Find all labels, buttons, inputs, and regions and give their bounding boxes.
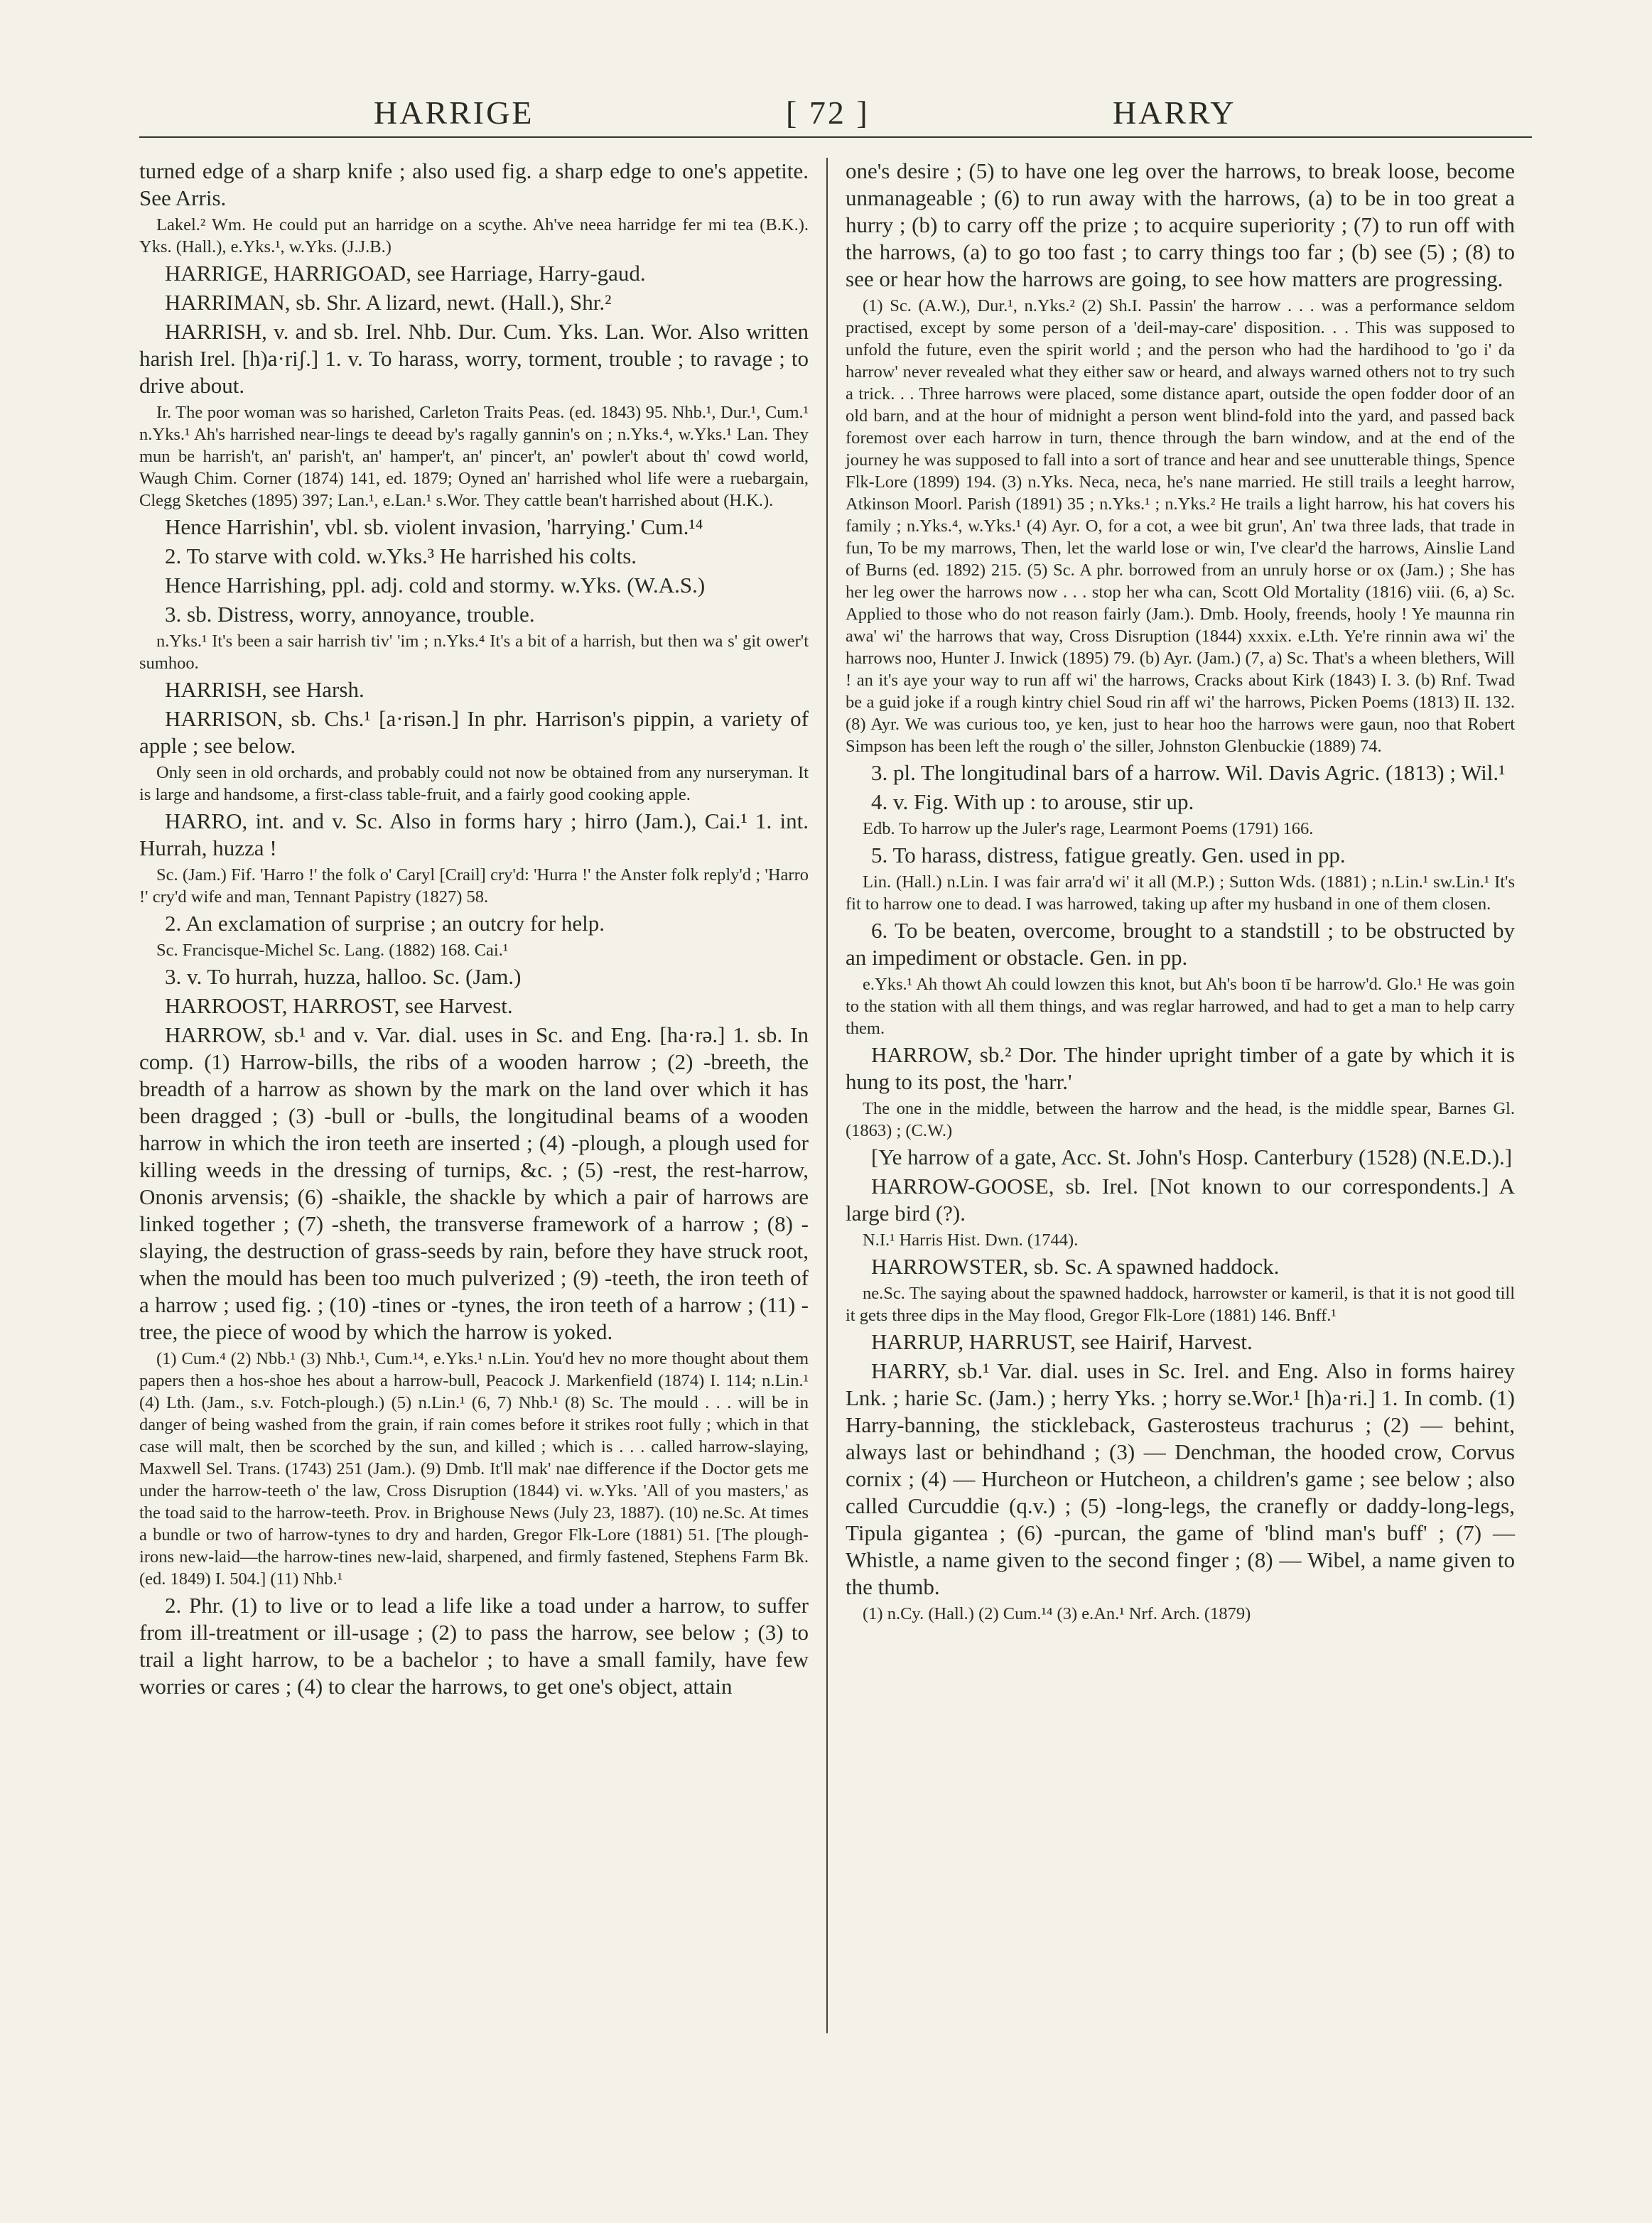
citation-paragraph: N.I.¹ Harris Hist. Dwn. (1744).	[863, 1231, 1079, 1250]
citation-paragraph: Ir. The poor woman was so harished, Carleton Traits Peas. (ed. 1843) 95. Nhb.¹, Dur.¹, Cum.¹ n.Yks.¹ Ah's harrished near-lings te deead by's ragally gannin's on ; n.Yks.⁴, w.Yks.¹ Lan. They mun be harrish't, an' parish't, an' hamper't, an' pincer't, an' powler't about th' cowd world, Waugh Chim. Corner (1874) 141, ed. 1879; Oyned an' harrished whol life were a ruebargain, Clegg Sketches (1895) 397; Lan.¹, e.Lan.¹ s.Wor. They cattle bean't harrished about (H.K.).	[139, 403, 809, 510]
page-number: [ 72 ]	[786, 94, 870, 131]
entry-paragraph: 2. To starve with cold. w.Yks.³ He harrished his colts.	[165, 543, 637, 568]
citation-paragraph: (1) Cum.⁴ (2) Nbb.¹ (3) Nhb.¹, Cum.¹⁴, e.Yks.¹ n.Lin. You'd hev no more thought about them papers then a hos-shoe hes about a harrow-bull, Peacock J. Markenfield (1874) I. 114; n.Lin.¹ (4) Lth. (Jam., s.v. Fotch-plough.) (5) n.Lin.¹ (6, 7) Nhb.¹ (8) Sc. The mould . . . will be in danger of being washed from the grain, if rain comes before it strikes root fully ; which in that case will malt, then be scorched by the sun, and killed ; which is . . . called harrow-slaying, Maxwell Sel. Trans. (1743) 251 (Jam.). (9) Dmb. It'll mak' nae difference if the Doctor gets me under the harrow-teeth o' the law, Cross Disruption (1844) vi. w.Yks. 'All of you masters,' as the toad said to the harrow-teeth. Prov. in Brighouse News (July 23, 1887). (10) ne.Sc. At times a bundle or two of harrow-tynes to dry and harden, Gregor Flk-Lore (1881) 51. [The plough-irons new-laid—the harrow-tines new-laid, sharpened, and firmly fastened, Stephens Farm Bk. (ed. 1849) I. 504.] (11) Nhb.¹	[139, 1349, 809, 1589]
entry-paragraph: turned edge of a sharp knife ; also used fig. a sharp edge to one's appetite. See Arris.	[139, 158, 809, 210]
left-column	[139, 158, 809, 1702]
entry-paragraph: one's desire ; (5) to have one leg over the harrows, to break loose, become unmanageable ; (6) to run away with the harrows, (a) to be in too great a hurry ; (b) to carry off the prize ; to acquire superiority ; (7) to run off with the harrows, (a) to go too fast ; to carry things too far ; (b) see (5) ; (8) to see or hear how the harrows are going, to see how matters are progressing.	[846, 158, 1515, 291]
entry-paragraph: HARRISON, sb. Chs.¹ [a·risən.] In phr. Harrison's pippin, a variety of apple ; see below.	[139, 706, 809, 758]
entry-paragraph: [Ye harrow of a gate, Acc. St. John's Hosp. Canterbury (1528) (N.E.D.).]	[871, 1145, 1513, 1169]
entry-paragraph: HARROOST, HARROST, see Harvest.	[165, 993, 513, 1018]
entry-paragraph: 4. v. Fig. With up : to arouse, stir up.	[871, 789, 1194, 814]
entry-paragraph: 3. v. To hurrah, huzza, halloo. Sc. (Jam.)	[165, 964, 522, 989]
entry-paragraph: 2. Phr. (1) to live or to lead a life like a toad under a harrow, to suffer from ill-treatment or ill-usage ; (2) to pass the harrow, see below ; (3) to trail a light harrow, to be a bachelor ; to have a small family, have few worries or cares ; (4) to clear the harrows, to get one's object, attain	[139, 1593, 809, 1699]
entry-paragraph: HARRIMAN, sb. Shr. A lizard, newt. (Hall.), Shr.²	[165, 290, 612, 315]
entry-paragraph: HARROW, sb.¹ and v. Var. dial. uses in Sc. and Eng. [ha·rə.] 1. sb. In comp. (1) Harrow-bills, the ribs of a wooden harrow ; (2) -breeth, the breadth of a harrow as shown by the mark on the land over which it has been dragged ; (3) -bull or -bulls, the longitudinal beams of a wooden harrow in which the iron teeth are inserted ; (4) -plough, a plough used for killing weeds in the dressing of turnips, &c. ; (5) -rest, the rest-harrow, Ononis arvensis; (6) -shaikle, the shackle by which a pair of harrows are linked together ; (7) -sheth, the transverse framework of a harrow ; (8) -slaying, the destruction of grass-seeds by rain, before they have struck root, when the mould has been too much pulverized ; (9) -teeth, the iron teeth of a harrow ; used fig. ; (10) -tines or -tynes, the iron teeth of a harrow ; (11) -tree, the piece of wood by which the harrow is yoked.	[139, 1022, 809, 1344]
citation-paragraph: Sc. Francisque-Michel Sc. Lang. (1882) 168. Cai.¹	[156, 941, 509, 960]
header-last-headword: HARRY	[1113, 94, 1236, 131]
citation-paragraph: Lakel.² Wm. He could put an harridge on a scythe. Ah've neea harridge fer mi tea (B.K.). Yks. (Hall.), e.Yks.¹, w.Yks. (J.J.B.)	[139, 215, 809, 256]
entry-paragraph: Hence Harrishing, ppl. adj. cold and stormy. w.Yks. (W.A.S.)	[165, 573, 706, 597]
entry-paragraph: HARROWSTER, sb. Sc. A spawned haddock.	[871, 1254, 1280, 1279]
entry-paragraph: 3. sb. Distress, worry, annoyance, trouble.	[165, 602, 535, 627]
citation-paragraph: Lin. (Hall.) n.Lin. I was fair arra'd wi' it all (M.P.) ; Sutton Wds. (1881) ; n.Lin.¹ sw.Lin.¹ It's fit to harrow one to dead. I was harrowed, taking up after my husband in one of them closen.	[846, 872, 1515, 914]
citation-paragraph: Only seen in old orchards, and probably could not now be obtained from any nurseryman. It is large and handsome, a first-class table-fruit, and a fairly good cooking apple.	[139, 763, 809, 804]
entry-paragraph: 6. To be beaten, overcome, brought to a standstill ; to be obstructed by an impediment or obstacle. Gen. in pp.	[846, 918, 1515, 970]
entry-paragraph: HARROW, sb.² Dor. The hinder upright timber of a gate by which it is hung to its post, the 'harr.'	[846, 1042, 1515, 1094]
entry-paragraph: HARRISH, v. and sb. Irel. Nhb. Dur. Cum. Yks. Lan. Wor. Also written harish Irel. [h)a·riʃ.] 1. v. To harass, worry, torment, trouble ; to ravage ; to drive about.	[139, 319, 809, 398]
entry-paragraph: HARRO, int. and v. Sc. Also in forms hary ; hirro (Jam.), Cai.¹ 1. int. Hurrah, huzza !	[139, 808, 809, 860]
citation-paragraph: Edb. To harrow up the Juler's rage, Learmont Poems (1791) 166.	[863, 819, 1314, 838]
right-column	[846, 158, 1515, 1627]
citation-paragraph: ne.Sc. The saying about the spawned haddock, harrowster or kameril, is that it is not good till it gets three dips in the May flood, Gregor Flk-Lore (1881) 146. Bnff.¹	[846, 1284, 1515, 1325]
entry-paragraph: 5. To harass, distress, fatigue greatly. Gen. used in pp.	[871, 843, 1346, 867]
entry-paragraph: Hence Harrishin', vbl. sb. violent invasion, 'harrying.' Cum.¹⁴	[165, 514, 703, 539]
citation-paragraph: (1) n.Cy. (Hall.) (2) Cum.¹⁴ (3) e.An.¹ Nrf. Arch. (1879)	[863, 1604, 1251, 1623]
entry-paragraph: HARRISH, see Harsh.	[165, 677, 365, 702]
citation-paragraph: e.Yks.¹ Ah thowt Ah could lowzen this knot, but Ah's boon tī be harrow'd. Glo.¹ He was goin to the station with all them things, and was reglar harrowed, and had to get a man to help carry them.	[846, 975, 1515, 1038]
header-first-headword: HARRIGE	[374, 94, 534, 131]
column-divider	[826, 158, 828, 2033]
entry-paragraph: HARRUP, HARRUST, see Hairif, Harvest.	[871, 1329, 1253, 1354]
entry-paragraph: 3. pl. The longitudinal bars of a harrow. Wil. Davis Agric. (1813) ; Wil.¹	[871, 760, 1506, 785]
running-header	[139, 80, 1532, 138]
citation-paragraph: n.Yks.¹ It's been a sair harrish tiv' 'im ; n.Yks.⁴ It's a bit of a harrish, but then wa s' git ower't sumhoo.	[139, 632, 809, 673]
citation-paragraph: (1) Sc. (A.W.), Dur.¹, n.Yks.² (2) Sh.I. Passin' the harrow . . . was a performance seldom practised, except by some person of a 'deil-may-care' disposition. . . This was supposed to unfold the future, even the spirit world ; and the person who had the hardihood to 'go i' da harrow' never revealed what they either saw or heard, and always warned others not to try such a trick. . . Three harrows were placed, some distance apart, outside the open fodder door of an old barn, and at the hour of midnight a person went blind-fold into the yard, and passed back foremost over each harrow in turn, thence through the barn window, and at the end of the journey he was supposed to fall into a sort of trance and hear and see unutterable things, Spence Flk-Lore (1899) 194. (3) n.Yks. Neca, neca, he's nane married. He still trails a leeght harrow, Atkinson Moorl. Parish (1891) 35 ; n.Yks.¹ ; n.Yks.² He trails a light harrow, his hat covers his family ; n.Yks.⁴, w.Yks.¹ (4) Ayr. O, for a cot, a wee bit grun', An' twa three lads, that trade in fun, To be my marrows, Then, let the warld lose or win, I've clear'd the harrows, Ainslie Land of Burns (ed. 1892) 215. (5) Sc. A phr. borrowed from an unruly horse or ox (Jam.) ; She has her leg ower the harrows now . . . stop her wha can, Scott Old Mortality (1816) viii. (6, a) Sc. Applied to those who do not reason fairly (Jam.). Dmb. Hooly, freends, hooly ! Ye maunna rin awa' wi' the harrows that way, Cross Disruption (1844) xxxix. e.Lth. Ye're rinnin awa wi' the harrows noo, Hunter J. Inwick (1895) 79. (b) Ayr. (Jam.) (7, a) Sc. That's a wheen blethers, Will ! an it's aye your way to run aff wi' the harrows, Cracks about Kirk (1843) I. 3. (b) Rnf. Twad be a guid joke if a rough kintry chiel Soud rin aff wi' the harrows, Picken Poems (1813) II. 132. (8) Ayr. We was curious too, ye ken, just to hear hoo the harrows were gaun, noo that Robert Simpson has been left the rough o' the siller, Johnston Glenbuckie (1889) 74.	[846, 296, 1515, 756]
entry-paragraph: 2. An exclamation of surprise ; an outcry for help.	[165, 911, 605, 936]
entry-paragraph: HARRIGE, HARRIGOAD, see Harriage, Harry-gaud.	[165, 261, 646, 286]
entry-paragraph: HARROW-GOOSE, sb. Irel. [Not known to our correspondents.] A large bird (?).	[846, 1174, 1515, 1226]
citation-paragraph: The one in the middle, between the harrow and the head, is the middle spear, Barnes Gl. (1863) ; (C.W.)	[846, 1099, 1515, 1140]
citation-paragraph: Sc. (Jam.) Fif. 'Harro !' the folk o' Caryl [Crail] cry'd: 'Hurra !' the Anster folk reply'd ; 'Harro !' cry'd wife and man, Tennant Papistry (1827) 58.	[139, 865, 809, 907]
entry-paragraph: HARRY, sb.¹ Var. dial. uses in Sc. Irel. and Eng. Also in forms hairey Lnk. ; harie Sc. (Jam.) ; herry Yks. ; horry se.Wor.¹ [h)a·ri.] 1. In comb. (1) Harry-banning, the stickleback, Gasterosteus trachurus ; (2) — behint, always last or behindhand ; (3) — Denchman, the hooded crow, Corvus cornix ; (4) — Hurcheon or Hutcheon, a children's game ; see below ; also called Curcuddie (q.v.) ; (5) -long-legs, the cranefly or daddy-long-legs, Tipula gigantea ; (6) -purcan, the game of 'blind man's buff' ; (7) — Whistle, a name given to the second finger ; (8) — Wibel, a name given to the thumb.	[846, 1358, 1515, 1599]
